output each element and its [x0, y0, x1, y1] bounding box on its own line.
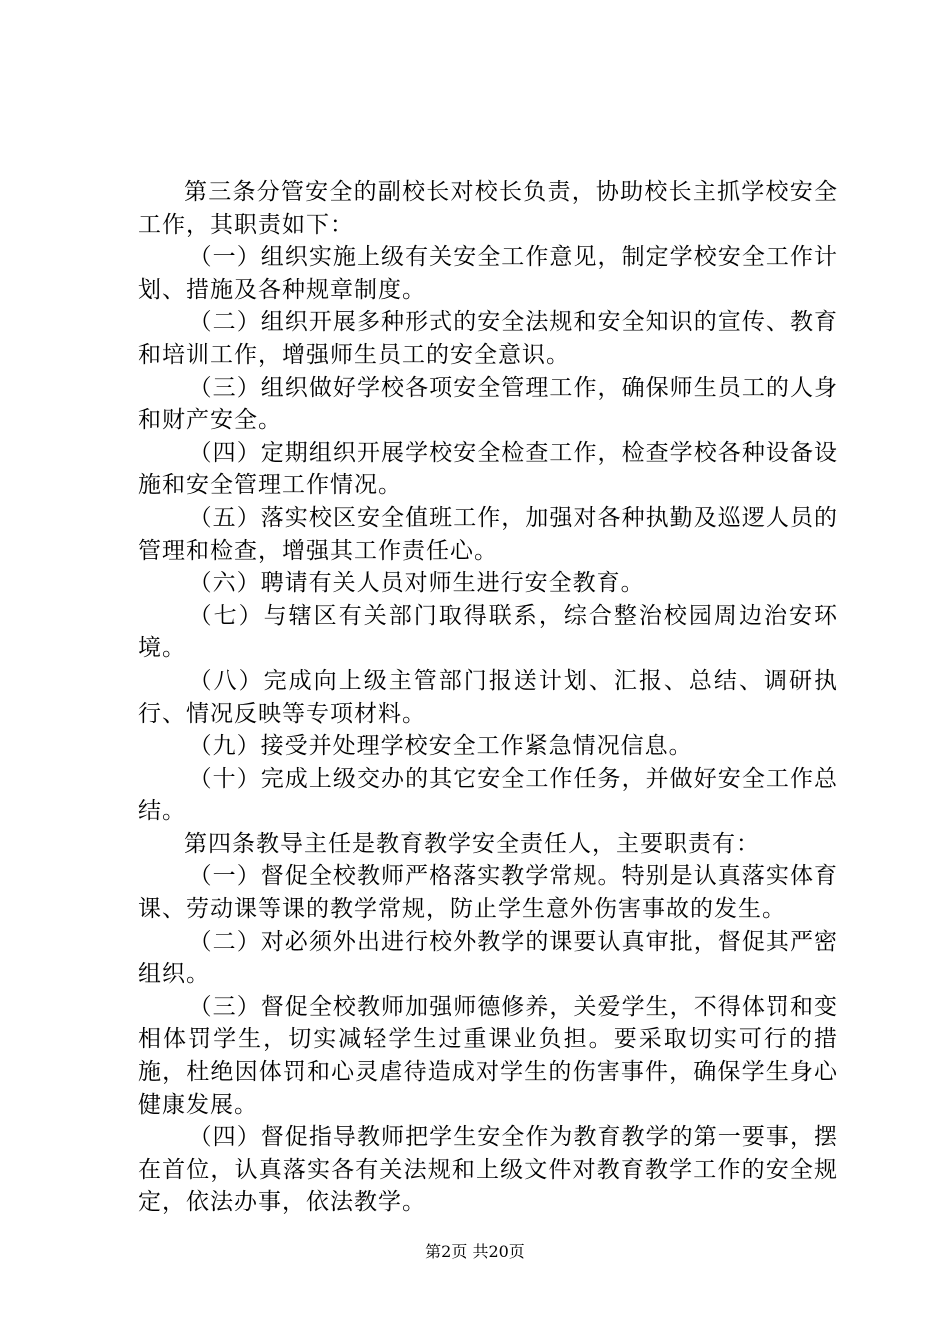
article-3-item-3: （三）组织做好学校各项安全管理工作，确保师生员工的人身和财产安全。 [138, 374, 838, 434]
article-3-item-9: （九）接受并处理学校安全工作紧急情况信息。 [188, 733, 693, 760]
page-footer [0, 1242, 950, 1262]
article-3-item-5: （五）落实校区安全值班工作，加强对各种执勤及巡逻人员的管理和检查，增强其工作责任心。 [138, 504, 838, 564]
article-4-item-1: （一）督促全校教师严格落实教学常规。特别是认真落实体育课、劳动课等课的教学常规，防止学生意外伤害事故的发生。 [138, 863, 838, 923]
article-3-heading: 第三条分管安全的副校长对校长负责，协助校长主抓学校安全工作，其职责如下： [138, 179, 838, 238]
article-3-item-6: （六）聘请有关人员对师生进行安全教育。 [188, 570, 645, 597]
article-3-item-4: （四）定期组织开展学校安全检查工作，检查学校各种设备设施和安全管理工作情况。 [138, 439, 838, 499]
article-3-item-2: （二）组织开展多种形式的安全法规和安全知识的宣传、教育和培训工作，增强师生员工的安全意识。 [138, 309, 838, 368]
article-3-item-8: （八）完成向上级主管部门报送计划、汇报、总结、调研执行、情况反映等专项材料。 [138, 667, 838, 727]
article-3-item-7: （七）与辖区有关部门取得联系，综合整治校园周边治安环境。 [138, 602, 838, 662]
page-number: 第2页 共20页 [425, 1242, 525, 1261]
article-3-item-1: （一）组织实施上级有关安全工作意见，制定学校安全工作计划、措施及各种规章制度。 [138, 244, 838, 303]
article-4-item-3: （三）督促全校教师加强师德修养，关爱学生，不得体罚和变相体罚学生，切实减轻学生过重课业负担。要采取切实可行的措施，杜绝因体罚和心灵虐待造成对学生的伤害事件，确保学生身心健康发展。 [138, 993, 838, 1118]
article-4-item-4: （四）督促指导教师把学生安全作为教育教学的第一要事，摆在首位，认真落实各有关法规和上级文件对教育教学工作的安全规定，依法办事，依法教学。 [138, 1124, 838, 1216]
article-4-item-2: （二）对必须外出进行校外教学的课要认真审批，督促其严密组织。 [138, 928, 838, 988]
article-4-heading: 第四条教导主任是教育教学安全责任人，主要职责有： [184, 830, 760, 857]
document-body [138, 176, 838, 1219]
article-3-item-10: （十）完成上级交办的其它安全工作任务，并做好安全工作总结。 [138, 765, 838, 825]
